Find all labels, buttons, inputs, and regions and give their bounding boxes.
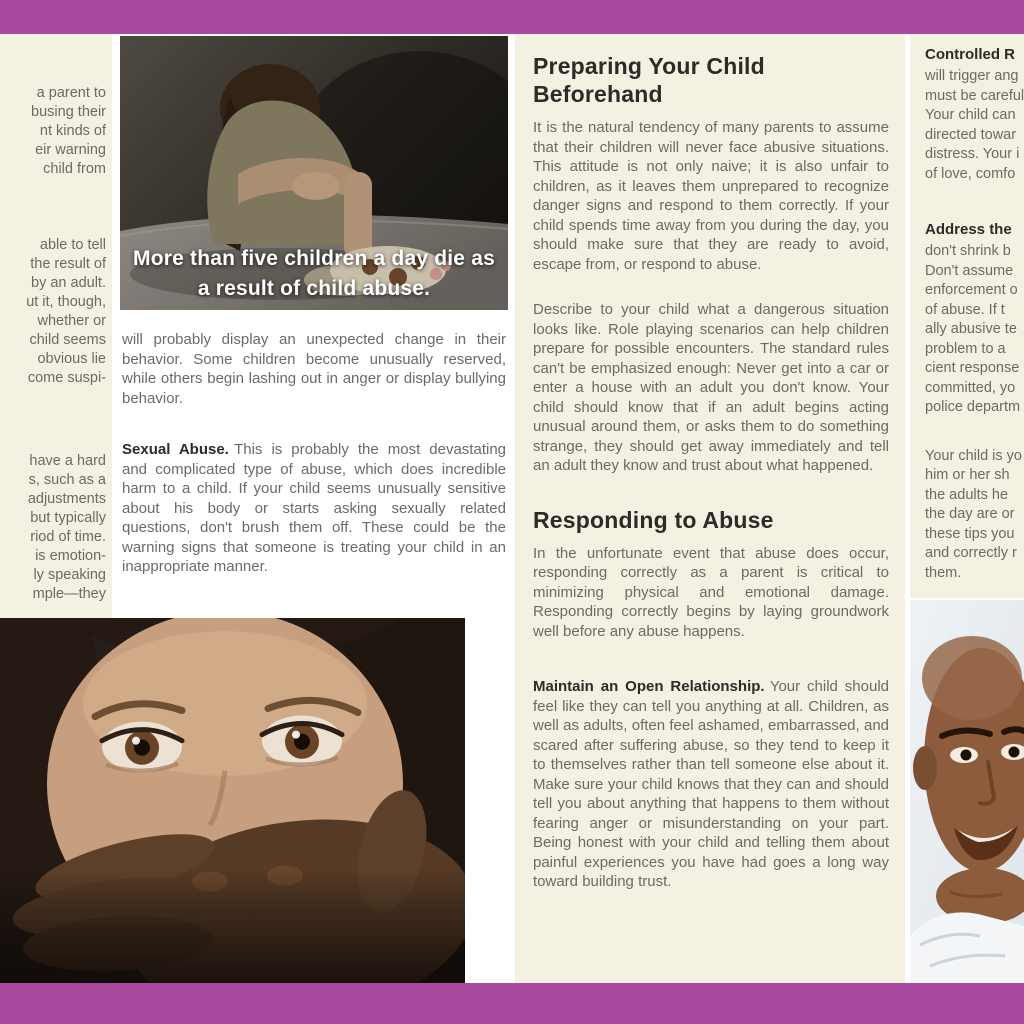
text-line: obvious lie: [37, 351, 106, 367]
text-line: ally abusive te: [925, 321, 1017, 337]
right-column-panel: [910, 34, 1024, 598]
text-line: a parent to: [36, 85, 106, 101]
right-text-fragment-3: [925, 447, 1024, 584]
text-line: them.: [925, 564, 962, 581]
text-line: riod of time.: [30, 529, 106, 545]
photo-caption: More than five children a day die as a result of child abuse.: [133, 247, 495, 301]
behavior-paragraph: will probably display an unexpected change in their behavior. Some children become unusually reserved, while others begin lashing out in anger or display bullying behavior.: [122, 331, 506, 407]
text-line: Your child can: [925, 107, 1016, 123]
text-line: mple—they: [32, 586, 106, 602]
text-line: directed towar: [925, 126, 1017, 143]
purple-border-top: [0, 0, 1024, 34]
text-line: the result of: [30, 256, 106, 272]
text-line: him or her sh: [925, 467, 1010, 483]
heading-preparing-your-child: Preparing Your Child Beforehand: [533, 53, 765, 108]
child-hand-over-mouth-illustration: [0, 618, 465, 983]
left-text-fragment-1: [0, 84, 106, 179]
man-portrait-illustration: [910, 600, 1024, 983]
left-text-fragment-2: [0, 236, 106, 388]
text-line: nt kinds of: [39, 123, 106, 139]
open-relationship-paragraph: [533, 677, 889, 892]
sexual-abuse-paragraph: [122, 440, 506, 577]
text-line: whether or: [37, 313, 106, 329]
child-hand-over-mouth-photo: [0, 618, 465, 983]
left-column-panel: [0, 34, 112, 618]
text-line: cient response: [925, 360, 1020, 376]
text-line: come suspi-: [27, 370, 106, 386]
text-line: s, such as a: [28, 472, 106, 488]
responding-paragraph: In the unfortunate event that abuse does occur, responding correctly as a parent is critical to minimizing physical and emotional damage. Responding correctly begins by laying groundwork well before any abuse happens.: [533, 544, 889, 640]
text-line: able to tell: [39, 237, 106, 253]
text-line: the adults he: [925, 486, 1009, 503]
text-line: will trigger ang: [925, 68, 1019, 84]
text-line: enforcement o: [925, 282, 1018, 298]
center-column-panel: [515, 34, 905, 983]
purple-border-bottom: [0, 983, 1024, 1024]
heading-responding-to-abuse: Responding to Abuse: [533, 506, 774, 533]
text-line: these tips you: [925, 525, 1015, 542]
man-portrait-photo: [910, 600, 1024, 983]
sexual-abuse-text: This is probably the most devastating and complicated type of abuse, which does incredible harm to a child. If your child seems unusually sensitive about his body or starts asking sexually related questions, don't brush them off. These could be the warning signs that someone is treating your child in an inappropriate manner.: [122, 441, 507, 575]
text-line: of love, comfo: [925, 165, 1016, 182]
left-text-fragment-3: [0, 452, 106, 604]
preparing-paragraph-2: Describe to your child what a dangerous situation looks like. Role playing scenarios can help children prepare for possible encounters. The standard rules can't be emphasized enough: Never get into a car or enter a house with an adult you don't know. Your child should know that if an adult begins acting unusual around them, or asks them to do something strange, they should get away immediately and tell an adult they know and trust about what happened.: [533, 301, 889, 475]
text-line: have a hard: [29, 453, 106, 469]
text-line: by an adult.: [31, 275, 106, 291]
open-relationship-heading: Maintain an Open Relationship.: [533, 678, 765, 696]
open-relationship-text: Your child should feel like they can tell you anything at all. Children, as well as adults, often feel ashamed, embarrassed, and scared after suffering abuse, so they tend to keep it to themselves rather than tell someone else about it. Make sure your child knows that they can and should tell you about anything that happens to them without fearing anger or misunderstanding on your part. Being honest with your child and telling them about painful experiences you have had goes a long way toward building trust.: [533, 678, 889, 891]
preparing-paragraph-1: It is the natural tendency of many parents to assume that their children will never face abusive situations. This attitude is not only naive; it is also unfair to children, as it leaves them unprepared to recognize danger signs and respond to them correctly. If your child spends time away from you during the day, you should make sure that they are ready to avoid, escape from, or respond to abuse.: [533, 119, 889, 273]
text-line: child seems: [29, 332, 106, 348]
text-line: eir warning: [35, 142, 106, 158]
heading-controlled-response: Controlled R: [925, 46, 1015, 63]
text-line: is emotion-: [35, 548, 106, 564]
text-line: don't shrink b: [925, 243, 1011, 259]
text-line: but typically: [30, 510, 106, 526]
text-line: committed, yo: [925, 379, 1016, 396]
text-line: ly speaking: [33, 567, 106, 583]
text-line: problem to a: [925, 340, 1006, 357]
text-line: adjustments: [27, 491, 106, 507]
sexual-abuse-heading: Sexual Abuse.: [122, 441, 229, 458]
text-line: ut it, though,: [26, 294, 106, 310]
text-line: busing their: [31, 104, 106, 120]
text-line: and correctly r: [925, 545, 1017, 561]
text-line: Your child is yo: [925, 447, 1022, 464]
right-text-fragment-1: [925, 67, 1024, 184]
text-line: Don't assume: [925, 262, 1014, 279]
right-text-fragment-2: [925, 242, 1024, 418]
huddled-child-photo: [120, 36, 508, 310]
text-line: police departm: [925, 399, 1021, 415]
text-line: of abuse. If t: [925, 301, 1005, 318]
text-line: the day are or: [925, 506, 1015, 522]
text-line: distress. Your i: [925, 146, 1020, 162]
text-line: must be careful: [925, 87, 1024, 104]
text-line: child from: [43, 161, 106, 177]
heading-address-the: Address the: [925, 221, 1012, 238]
